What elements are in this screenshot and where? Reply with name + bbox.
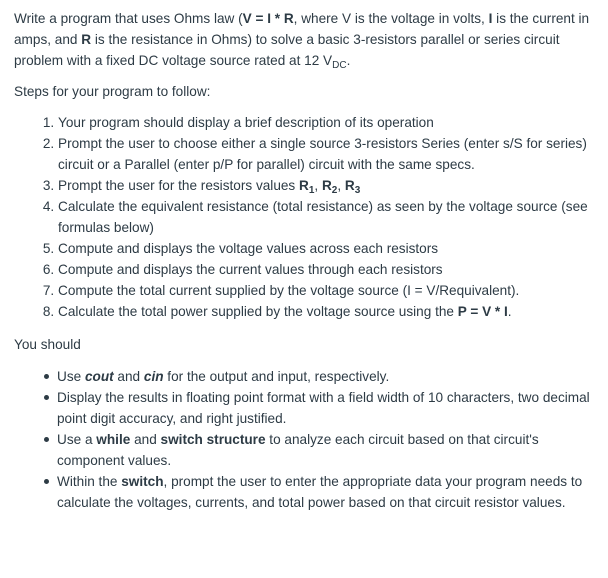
intro-paragraph: [14, 8, 596, 71]
ohms-law-formula: V = I * R: [242, 11, 294, 26]
requirement-item: Use cout and cin for the output and input, respectively.: [57, 366, 596, 387]
step-item: 5. Compute and displays the voltage values across each resistors: [58, 238, 596, 259]
step-3-text: Prompt the user for the resistors values: [58, 178, 300, 193]
current-symbol: I: [488, 11, 493, 26]
cin-keyword: cin: [143, 369, 164, 384]
you-should-heading: You should: [14, 337, 81, 352]
intro-text-5: .: [346, 53, 351, 68]
cout-keyword: cout: [84, 369, 114, 384]
resistor-r1: $R_1$: [299, 178, 315, 196]
steps-heading: Steps for your program to follow:: [14, 84, 211, 99]
intro-text-1: Write a program that uses Ohms law (: [14, 11, 243, 26]
requirement-item: Within the switch, prompt the user to enter the appropriate data your program needs to calculate the voltages, currents, and total power based on that circuit resistor values.: [57, 471, 596, 513]
requirement-item: Display the results in floating point format with a field width of 10 characters, two decimal point digit accuracy, and right justified.: [57, 387, 596, 429]
step-item: 1. Your program should display a brief description of its operation: [58, 112, 596, 133]
intro-text-4: is the resistance in Ohms) to solve a basic 3-resistors parallel or series circuit problem with a fixed DC voltage source rated at 12 V: [14, 32, 560, 68]
step-item: 2. Prompt the user to choose either a single source 3-resistors Series (enter s/S for series) circuit or a Parallel (enter p/P for parallel) circuit with the same specs.: [58, 133, 596, 175]
intro-text-2: , where V is the voltage in volts,: [293, 11, 489, 26]
requirement-item: Use a while and switch structure to analyze each circuit based on that circuit's component values.: [57, 429, 596, 471]
intro-text-3: is the current in amps, and: [14, 11, 590, 47]
switch-structure-keyword: switch structure: [160, 432, 266, 447]
dc-subscript: DC: [332, 60, 347, 71]
while-keyword: while: [96, 432, 131, 447]
step-item: 8. Calculate the total power supplied by the voltage source using the P = V * I.: [58, 301, 596, 322]
requirements-list: [14, 366, 596, 513]
resistor-r3: $R_3$: [344, 178, 361, 196]
power-formula: P = V * I: [457, 304, 508, 319]
steps-list: [14, 112, 596, 322]
step-item: 7. Compute the total current supplied by the voltage source (I = V/Requivalent).: [58, 280, 596, 301]
step-item: 6. Compute and displays the current values through each resistors: [58, 259, 596, 280]
resistor-r2: $R_2$: [321, 178, 338, 196]
step-8-text: Calculate the total power supplied by the voltage source using the: [58, 304, 458, 319]
switch-keyword: switch: [121, 474, 164, 489]
resistance-symbol: R: [81, 32, 92, 47]
step-item: 4. Calculate the equivalent resistance (total resistance) as seen by the voltage source (see formulas below): [58, 196, 596, 238]
step-item: 3. Prompt the user for the resistors values $R_1$, $R_2$, $R_3$: [58, 175, 596, 196]
